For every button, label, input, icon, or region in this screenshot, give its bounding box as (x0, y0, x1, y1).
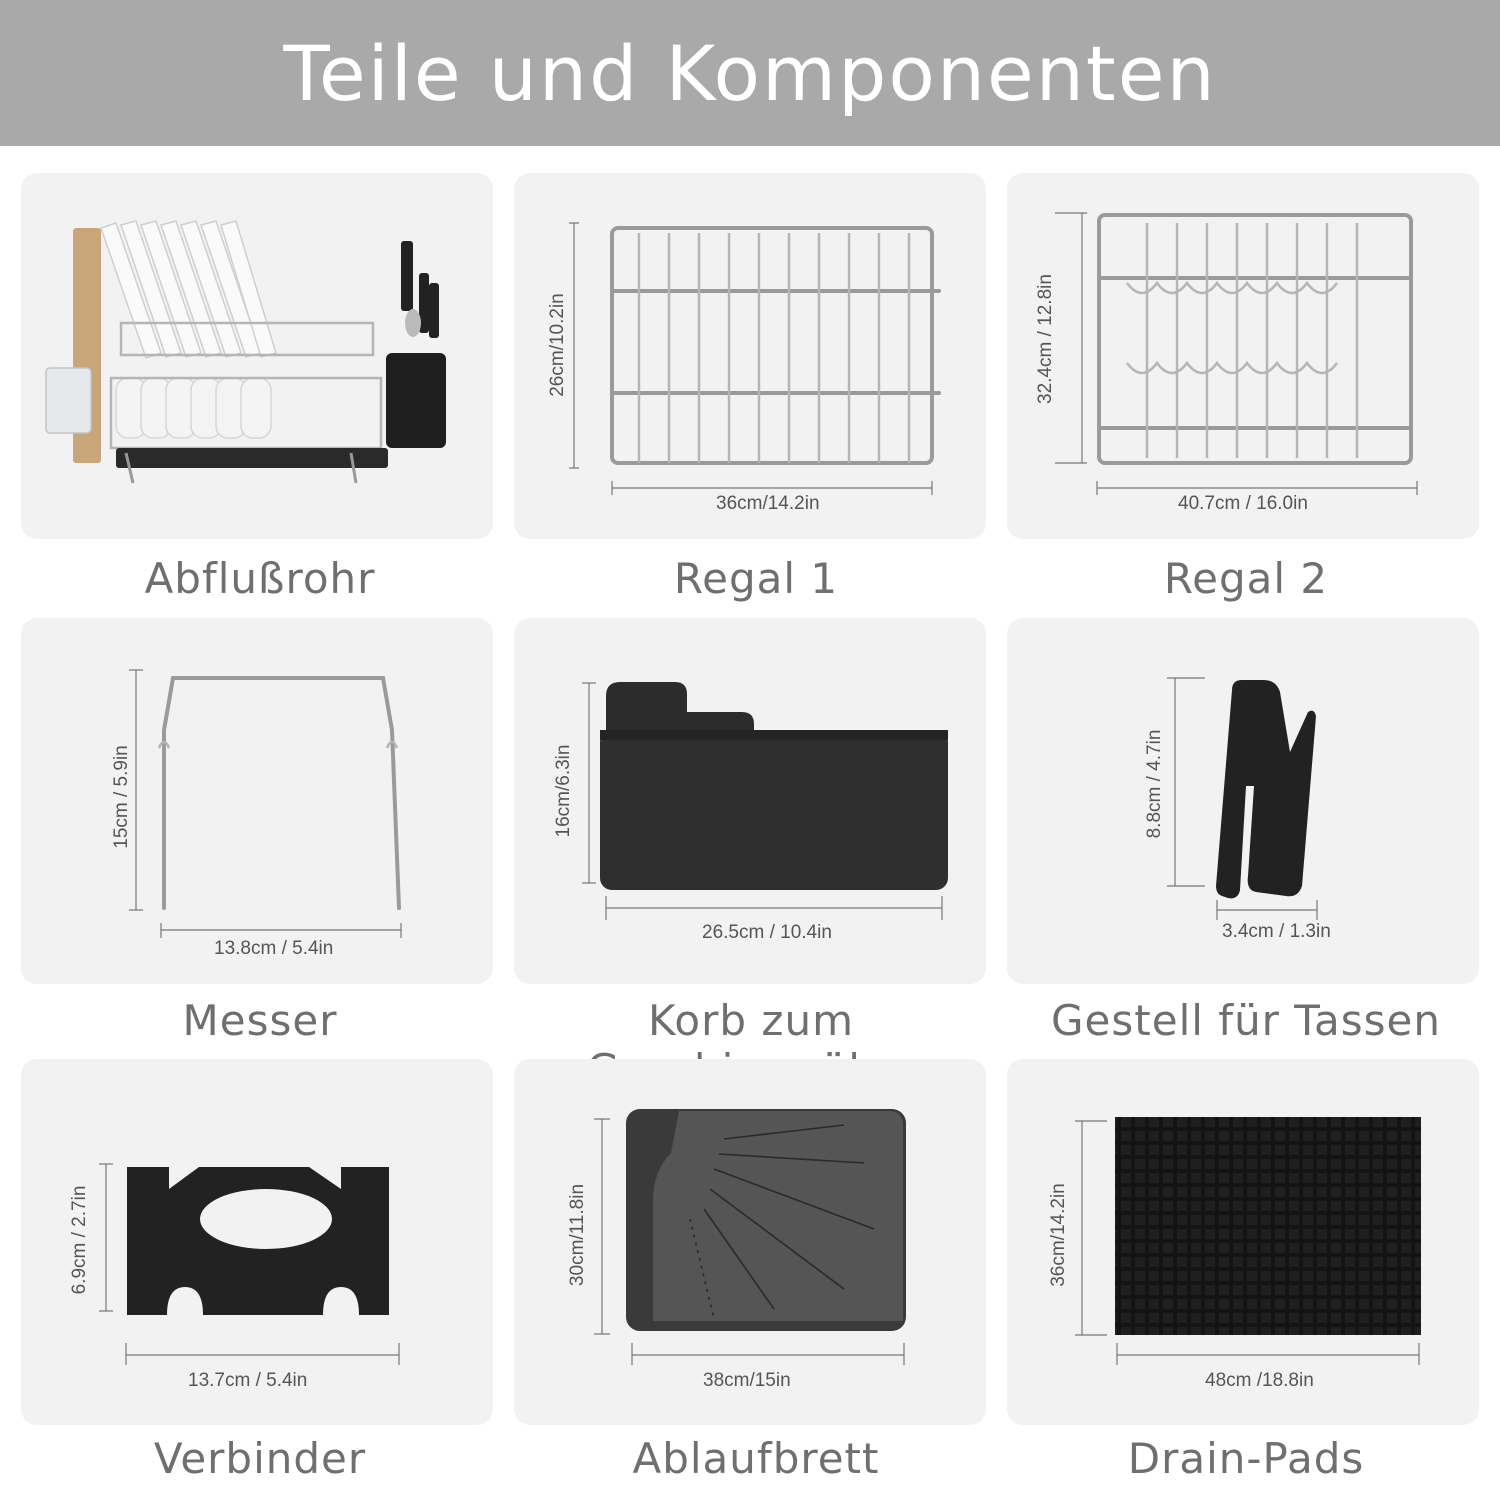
drain-pads-height: 36cm/14.2in (1048, 1183, 1069, 1287)
page-title: Teile und Komponenten (283, 28, 1217, 118)
regal-1-width: 36cm/14.2in (716, 493, 820, 514)
messer-height: 15cm / 5.9in (111, 745, 132, 849)
messer-width: 13.8cm / 5.4in (214, 938, 334, 959)
caption-korb: Korb zum (647, 996, 854, 1045)
regal-1-image (514, 173, 986, 539)
card-messer (21, 618, 493, 984)
caption-regal-1: Regal 1 (673, 554, 839, 603)
ablaufbrett-height: 30cm/11.8in (567, 1183, 588, 1287)
card-regal-1 (514, 173, 986, 539)
regal-1-height: 26cm/10.2in (547, 293, 568, 397)
tassen-width: 3.4cm / 1.3in (1222, 921, 1331, 942)
korb-height: 16cm/6.3in (553, 744, 574, 838)
caption-drain-pads: Drain-Pads (1127, 1434, 1365, 1483)
caption-abflussrohr: Abflußrohr (144, 554, 376, 603)
tassen-height: 8.8cm / 4.7in (1144, 729, 1165, 839)
ablaufbrett-width: 38cm/15in (703, 1370, 791, 1391)
drain-pads-width: 48cm /18.8in (1205, 1370, 1314, 1391)
verbinder-width: 13.7cm / 5.4in (188, 1370, 308, 1391)
dish-rack-image (21, 173, 493, 539)
caption-tassen: Gestell für Tassen (1051, 996, 1441, 1045)
verbinder-height: 6.9cm / 2.7in (69, 1185, 90, 1295)
regal-2-image (1007, 173, 1479, 539)
header-banner (0, 0, 1500, 146)
messer-image (21, 618, 493, 984)
regal-2-width: 40.7cm / 16.0in (1178, 493, 1308, 514)
korb-width: 26.5cm / 10.4in (702, 922, 832, 943)
caption-verbinder: Verbinder (153, 1434, 367, 1483)
regal-2-height: 32.4cm / 12.8in (1035, 274, 1056, 404)
card-dish-rack (21, 173, 493, 539)
caption-ablaufbrett: Ablaufbrett (632, 1434, 880, 1483)
caption-regal-2: Regal 2 (1163, 554, 1329, 603)
card-regal-2 (1007, 173, 1479, 539)
caption-messer: Messer (182, 996, 338, 1045)
